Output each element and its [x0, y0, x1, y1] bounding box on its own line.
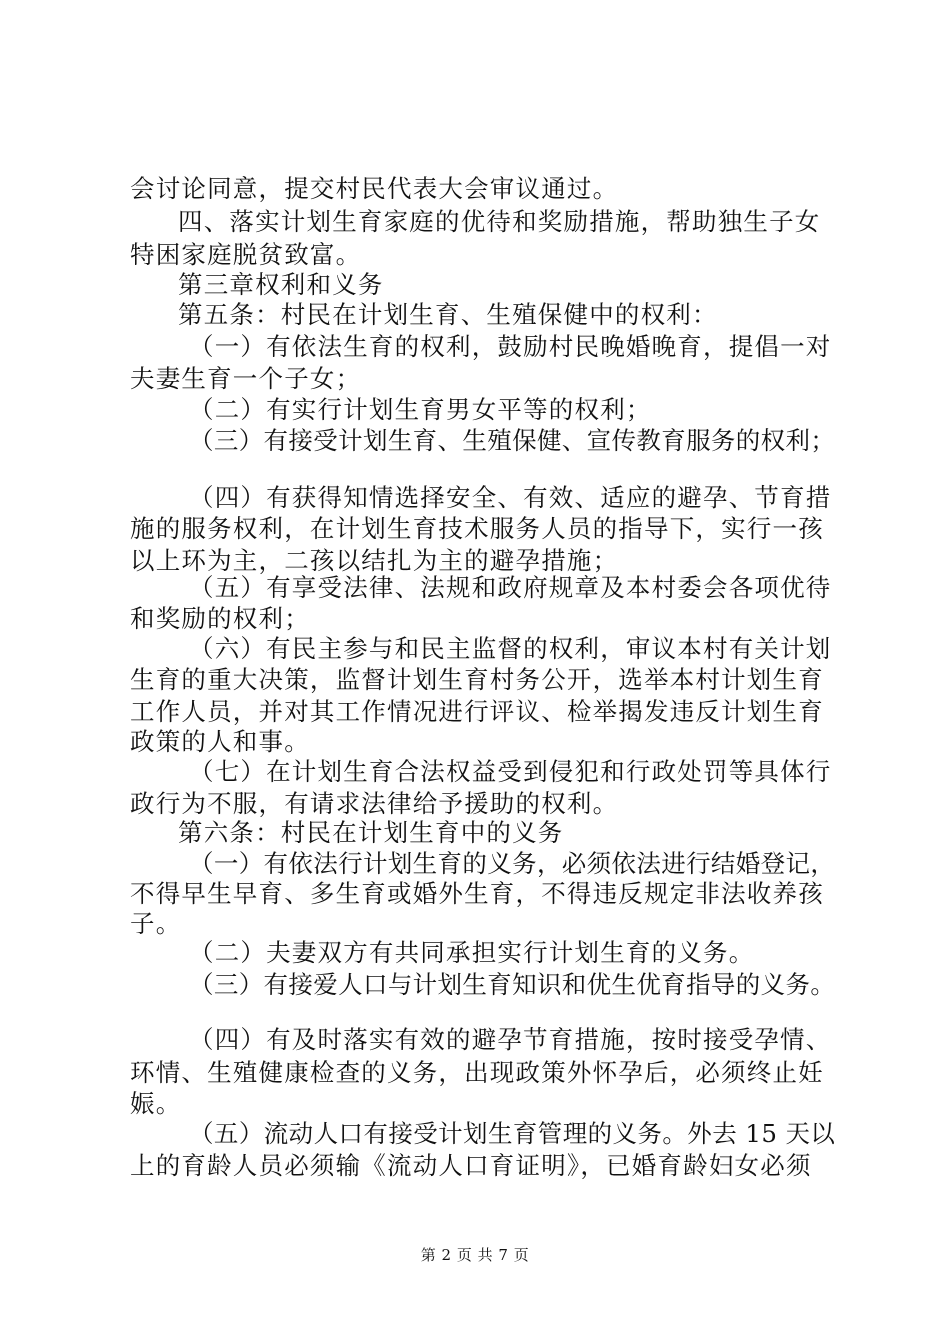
- text-line: （四）有及时落实有效的避孕节育措施，按时接受孕情、: [189, 1025, 832, 1054]
- text-line: （五）有享受法律、法规和政府规章及本村委会各项优待: [189, 573, 832, 602]
- page-number-footer: 第 2 页 共 7 页: [420, 1246, 530, 1264]
- text-line: （六）有民主参与和民主监督的权利，审议本村有关计划: [189, 634, 832, 663]
- text-line: （三）有接爱人口与计划生育知识和优生优育指导的义务。: [189, 970, 836, 999]
- text-line: （一）有依法生育的权利，鼓励村民晚婚晚育，提倡一对: [189, 332, 832, 361]
- text-line: 和奖励的权利；: [130, 604, 310, 633]
- chapter-heading: 第三章权利和义务: [178, 270, 384, 299]
- text-line: 不得早生早育、多生育或婚外生育，不得违反规定非法收养孩: [130, 879, 824, 908]
- text-line: （七）在计划生育合法权益受到侵犯和行政处罚等具体行: [189, 757, 832, 786]
- text-line: 夫妻生育一个子女；: [130, 364, 362, 393]
- text-line: 特困家庭脱贫致富。: [130, 240, 362, 269]
- text-line: （五）流动人口有接受计划生育管理的义务。外去 15 天以: [189, 1119, 836, 1148]
- text-line: 施的服务权利，在计划生育技术服务人员的指导下，实行一孩: [130, 514, 824, 543]
- text-line: 会讨论同意，提交村民代表大会审议通过。: [130, 174, 619, 203]
- text-line: 四、落实计划生育家庭的优待和奖励措施，帮助独生子女: [178, 207, 821, 236]
- text-line: 生育的重大决策，监督计划生育村务公开，选举本村计划生育: [130, 665, 824, 694]
- text-line: （三）有接受计划生育、生殖保健、宣传教育服务的权利；: [189, 426, 836, 455]
- text-line: 环情、生殖健康检查的义务，出现政策外怀孕后，必须终止妊: [130, 1058, 824, 1087]
- text-line: 娠。: [130, 1089, 182, 1118]
- text-line: 子。: [130, 909, 182, 938]
- text-line: 以上环为主，二孩以结扎为主的避孕措施；: [130, 546, 619, 575]
- text-line: （四）有获得知情选择安全、有效、适应的避孕、节育措: [189, 483, 832, 512]
- text-line: 政策的人和事。: [130, 727, 310, 756]
- text-line: （二）夫妻双方有共同承担实行计划生育的义务。: [189, 938, 755, 967]
- text-line: （二）有实行计划生育男女平等的权利；: [189, 395, 652, 424]
- text-line: （一）有依法行计划生育的义务，必须依法进行结婚登记，: [189, 849, 836, 878]
- text-line: 上的育龄人员必须输《流动人口育证明》，已婚育龄妇女必须: [130, 1151, 812, 1180]
- text-line: 工作人员，并对其工作情况进行评议、检举揭发违反计划生育: [130, 697, 824, 726]
- article-heading: 第五条：村民在计划生育、生殖保健中的权利：: [178, 300, 718, 329]
- article-heading: 第六条：村民在计划生育中的义务: [178, 818, 564, 847]
- text-line: 政行为不服，有请求法律给予援助的权利。: [130, 789, 619, 818]
